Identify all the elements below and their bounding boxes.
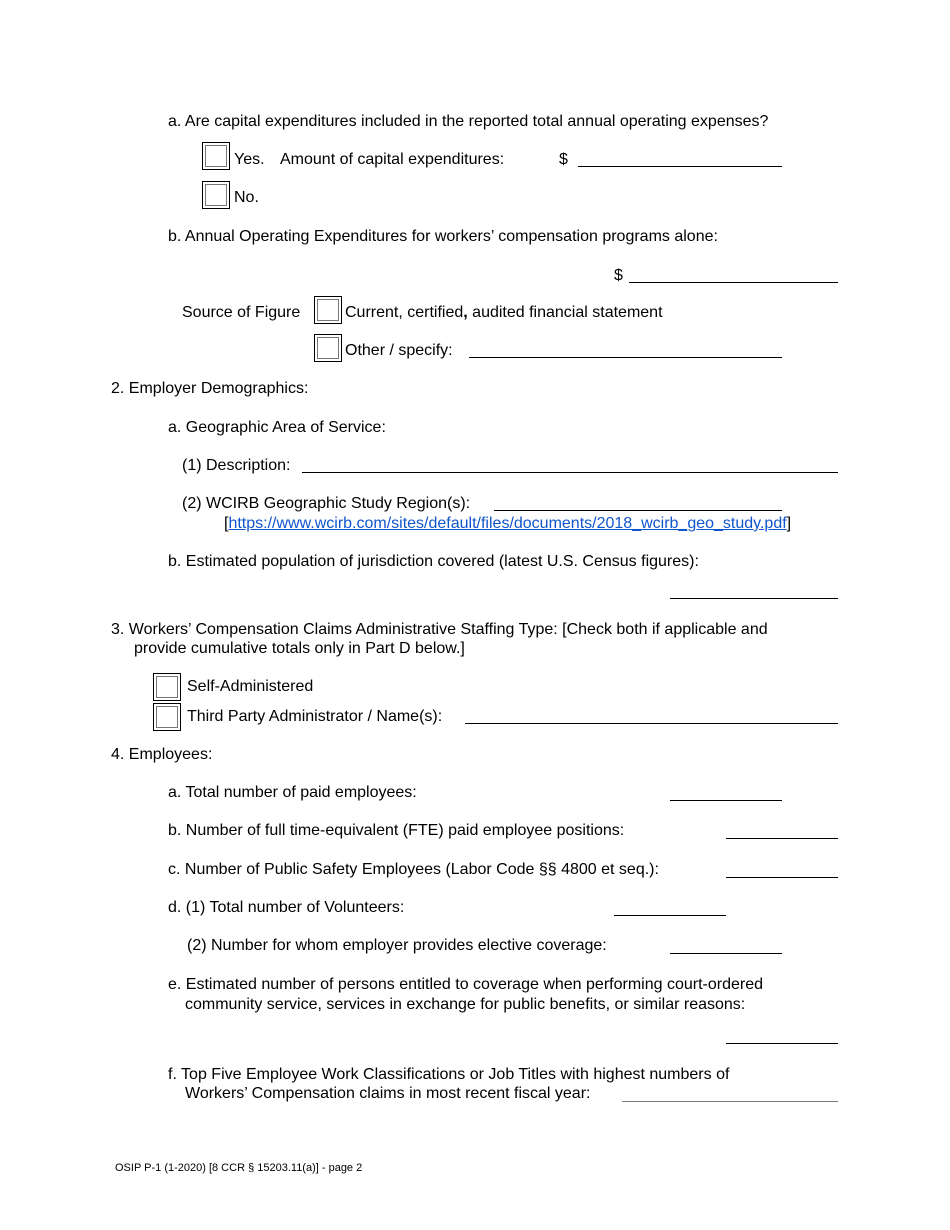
description-field[interactable] xyxy=(302,472,838,473)
employees-heading: 4. Employees: xyxy=(111,746,213,763)
q1a-question: a. Are capital expenditures included in the reported total annual operating expenses? xyxy=(168,113,769,130)
wcirb-study-link[interactable]: https://www.wcirb.com/sites/default/files/documents/2018_wcirb_geo_study.pdf xyxy=(228,515,787,532)
population-field[interactable] xyxy=(670,598,838,599)
wcirb-study-reference: [https://www.wcirb.com/sites/default/files/documents/2018_wcirb_geo_study.pdf] xyxy=(224,515,792,532)
capital-no-label: No. xyxy=(234,189,259,206)
elective-coverage-label: (2) Number for whom employer provides elective coverage: xyxy=(187,937,607,954)
top-five-label-line2: Workers’ Compensation claims in most recent fiscal year: xyxy=(185,1085,591,1102)
top-five-label-line1: f. Top Five Employee Work Classifications or Job Titles with highest numbers of xyxy=(168,1066,730,1083)
source-audited-checkbox[interactable] xyxy=(314,296,342,324)
paid-employees-field[interactable] xyxy=(670,800,782,801)
capital-amount-field[interactable] xyxy=(578,166,782,167)
operating-expenditures-field[interactable] xyxy=(629,282,838,283)
employer-demographics-heading: 2. Employer Demographics: xyxy=(111,380,309,397)
volunteers-field[interactable] xyxy=(614,915,726,916)
capital-yes-checkbox[interactable] xyxy=(202,142,230,170)
operating-currency: $ xyxy=(614,267,623,284)
fte-positions-field[interactable] xyxy=(726,838,838,839)
self-administered-label: Self-Administered xyxy=(187,678,314,695)
source-of-figure-label: Source of Figure xyxy=(182,304,301,321)
population-label: b. Estimated population of jurisdiction covered (latest U.S. Census figures): xyxy=(168,553,699,570)
court-ordered-label-line1: e. Estimated number of persons entitled to coverage when performing court-ordered xyxy=(168,976,763,993)
description-label: (1) Description: xyxy=(182,457,291,474)
staffing-type-instructions: provide cumulative totals only in Part D below.] xyxy=(134,640,465,657)
paid-employees-label: a. Total number of paid employees: xyxy=(168,784,417,801)
tpa-label: Third Party Administrator / Name(s): xyxy=(187,708,443,725)
capital-yes-label: Yes. xyxy=(234,151,265,168)
volunteers-label: d. (1) Total number of Volunteers: xyxy=(168,899,405,916)
fte-positions-label: b. Number of full time-equivalent (FTE) paid employee positions: xyxy=(168,822,625,839)
source-other-field[interactable] xyxy=(469,357,782,358)
geographic-area-label: a. Geographic Area of Service: xyxy=(168,419,386,436)
top-five-field[interactable] xyxy=(622,1101,838,1102)
form-footer: OSIP P-1 (1-2020) [8 CCR § 15203.11(a)] - page 2 xyxy=(115,1162,363,1174)
capital-currency: $ xyxy=(559,151,568,168)
public-safety-label: c. Number of Public Safety Employees (Labor Code §§ 4800 et seq.): xyxy=(168,861,659,878)
tpa-checkbox[interactable] xyxy=(153,703,181,731)
tpa-name-field[interactable] xyxy=(465,723,838,724)
elective-coverage-field[interactable] xyxy=(670,953,782,954)
capital-amount-label: Amount of capital expenditures: xyxy=(280,151,505,168)
court-ordered-label-line2: community service, services in exchange for public benefits, or similar reasons: xyxy=(185,996,746,1013)
q1b-question: b. Annual Operating Expenditures for workers’ compensation programs alone: xyxy=(168,228,718,245)
capital-no-checkbox[interactable] xyxy=(202,181,230,209)
staffing-type-heading: 3. Workers’ Compensation Claims Administrative Staffing Type: [Check both if applicable and xyxy=(111,621,768,638)
self-administered-checkbox[interactable] xyxy=(153,673,181,701)
public-safety-field[interactable] xyxy=(726,877,838,878)
court-ordered-field[interactable] xyxy=(726,1043,838,1044)
source-other-checkbox[interactable] xyxy=(314,334,342,362)
wcirb-region-label: (2) WCIRB Geographic Study Region(s): xyxy=(182,495,471,512)
source-other-label: Other / specify: xyxy=(345,342,453,359)
wcirb-region-field[interactable] xyxy=(494,510,782,511)
source-audited-label: Current, certified, audited financial statement xyxy=(345,304,663,321)
